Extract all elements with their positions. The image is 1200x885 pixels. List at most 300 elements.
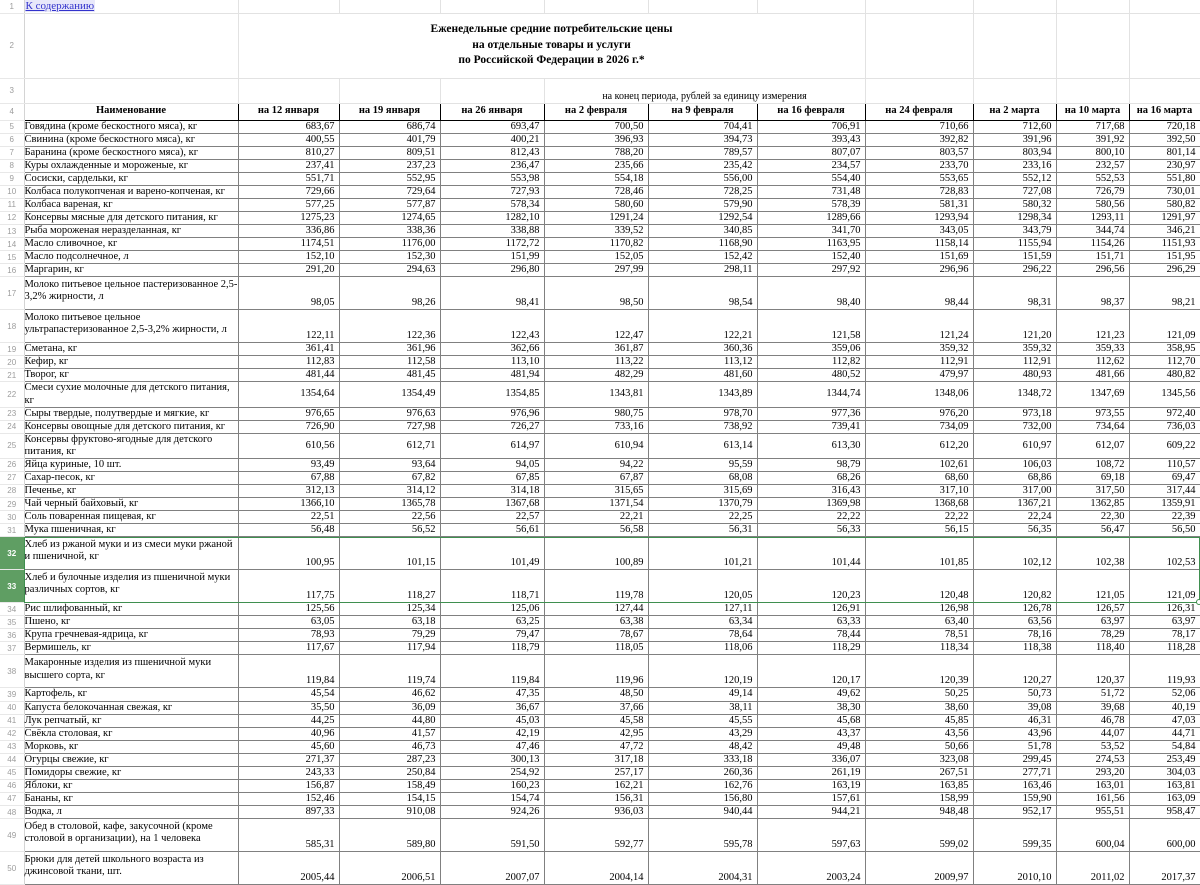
price-cell[interactable]: 315,69 [648, 484, 757, 497]
price-cell[interactable]: 126,91 [757, 603, 865, 616]
price-cell[interactable]: 1289,66 [757, 211, 865, 224]
price-cell[interactable]: 693,47 [440, 120, 544, 133]
price-cell[interactable]: 120,17 [757, 655, 865, 688]
price-cell[interactable]: 952,17 [973, 806, 1056, 819]
product-name-cell[interactable]: Соль поваренная пищевая, кг [24, 511, 238, 524]
price-cell[interactable]: 296,22 [973, 264, 1056, 277]
price-cell[interactable]: 42,95 [544, 727, 648, 740]
column-header-date-3[interactable]: на 26 января [440, 103, 544, 120]
price-cell[interactable]: 152,10 [238, 251, 339, 264]
price-cell[interactable]: 317,18 [544, 753, 648, 766]
price-cell[interactable]: 803,94 [973, 146, 1056, 159]
price-cell[interactable]: 118,38 [973, 642, 1056, 655]
price-cell[interactable]: 158,99 [865, 792, 973, 805]
price-cell[interactable]: 120,39 [865, 655, 973, 688]
price-cell[interactable]: 38,11 [648, 701, 757, 714]
price-cell[interactable]: 236,47 [440, 159, 544, 172]
price-cell[interactable]: 577,25 [238, 198, 339, 211]
row-header-10[interactable]: 10 [0, 185, 24, 198]
price-cell[interactable]: 120,05 [648, 570, 757, 603]
price-cell[interactable]: 118,34 [865, 642, 973, 655]
price-cell[interactable]: 108,72 [1056, 458, 1129, 471]
price-cell[interactable]: 729,66 [238, 185, 339, 198]
price-cell[interactable]: 163,46 [973, 779, 1056, 792]
price-cell[interactable]: 53,52 [1056, 740, 1129, 753]
column-header-date-8[interactable]: на 2 марта [973, 103, 1056, 120]
price-cell[interactable]: 151,69 [865, 251, 973, 264]
price-cell[interactable]: 924,26 [440, 806, 544, 819]
price-cell[interactable]: 730,01 [1129, 185, 1200, 198]
price-cell[interactable]: 98,05 [238, 277, 339, 310]
price-cell[interactable]: 110,57 [1129, 458, 1200, 471]
price-cell[interactable]: 727,93 [440, 185, 544, 198]
price-cell[interactable]: 122,11 [238, 310, 339, 343]
price-cell[interactable]: 95,59 [648, 458, 757, 471]
price-cell[interactable]: 118,27 [339, 570, 440, 603]
price-cell[interactable]: 234,57 [757, 159, 865, 172]
empty-cell[interactable] [865, 78, 973, 103]
price-cell[interactable]: 343,79 [973, 225, 1056, 238]
price-cell[interactable]: 152,46 [238, 792, 339, 805]
price-cell[interactable]: 2011,02 [1056, 852, 1129, 885]
price-cell[interactable]: 976,20 [865, 407, 973, 420]
price-cell[interactable]: 2017,37 [1129, 852, 1200, 885]
row-header-30[interactable]: 30 [0, 511, 24, 524]
price-cell[interactable]: 151,59 [973, 251, 1056, 264]
price-cell[interactable]: 45,58 [544, 714, 648, 727]
price-cell[interactable]: 22,51 [238, 511, 339, 524]
row-header-27[interactable]: 27 [0, 471, 24, 484]
price-cell[interactable]: 22,25 [648, 511, 757, 524]
price-cell[interactable]: 118,05 [544, 642, 648, 655]
price-cell[interactable]: 161,56 [1056, 792, 1129, 805]
empty-cell[interactable] [339, 0, 440, 13]
row-header-5[interactable]: 5 [0, 120, 24, 133]
row-header-16[interactable]: 16 [0, 264, 24, 277]
price-cell[interactable]: 63,97 [1129, 616, 1200, 629]
price-cell[interactable]: 1155,94 [973, 238, 1056, 251]
price-cell[interactable]: 1158,14 [865, 238, 973, 251]
unit-note-cell[interactable] [544, 78, 865, 103]
price-cell[interactable]: 897,33 [238, 806, 339, 819]
price-cell[interactable]: 63,05 [238, 616, 339, 629]
product-name-cell[interactable]: Мука пшеничная, кг [24, 524, 238, 537]
product-name-cell[interactable]: Яйца куриные, 10 шт. [24, 458, 238, 471]
price-cell[interactable]: 44,25 [238, 714, 339, 727]
price-cell[interactable]: 812,43 [440, 146, 544, 159]
price-cell[interactable]: 40,19 [1129, 701, 1200, 714]
price-cell[interactable]: 1347,69 [1056, 382, 1129, 407]
price-cell[interactable]: 726,79 [1056, 185, 1129, 198]
price-cell[interactable]: 49,62 [757, 688, 865, 701]
price-cell[interactable]: 44,80 [339, 714, 440, 727]
price-cell[interactable]: 726,90 [238, 420, 339, 433]
column-header-name[interactable]: Наименование [24, 103, 238, 120]
price-cell[interactable]: 1365,78 [339, 498, 440, 511]
price-cell[interactable]: 63,56 [973, 616, 1056, 629]
price-cell[interactable]: 121,05 [1056, 570, 1129, 603]
price-cell[interactable]: 315,65 [544, 484, 648, 497]
price-cell[interactable]: 1370,79 [648, 498, 757, 511]
row-header-25[interactable]: 25 [0, 433, 24, 458]
price-cell[interactable]: 973,18 [973, 407, 1056, 420]
price-cell[interactable]: 102,53 [1129, 537, 1200, 570]
price-cell[interactable]: 1369,98 [757, 498, 865, 511]
price-cell[interactable]: 271,37 [238, 753, 339, 766]
price-cell[interactable]: 257,17 [544, 766, 648, 779]
row-header-29[interactable]: 29 [0, 498, 24, 511]
price-cell[interactable]: 93,49 [238, 458, 339, 471]
product-name-cell[interactable]: Капуста белокочанная свежая, кг [24, 701, 238, 714]
price-cell[interactable]: 98,41 [440, 277, 544, 310]
product-name-cell[interactable]: Макаронные изделия из пшеничной муки высшего сорта, кг [24, 655, 238, 688]
price-cell[interactable]: 121,58 [757, 310, 865, 343]
price-cell[interactable]: 2004,31 [648, 852, 757, 885]
product-name-cell[interactable]: Свинина (кроме бескостного мяса), кг [24, 133, 238, 146]
price-cell[interactable]: 2010,10 [973, 852, 1056, 885]
product-name-cell[interactable]: Бананы, кг [24, 792, 238, 805]
price-cell[interactable]: 126,98 [865, 603, 973, 616]
price-cell[interactable]: 230,97 [1129, 159, 1200, 172]
price-cell[interactable]: 119,96 [544, 655, 648, 688]
price-cell[interactable]: 610,94 [544, 433, 648, 458]
price-cell[interactable]: 481,45 [339, 369, 440, 382]
price-cell[interactable]: 127,11 [648, 603, 757, 616]
price-cell[interactable]: 554,40 [757, 172, 865, 185]
price-cell[interactable]: 78,29 [1056, 629, 1129, 642]
price-cell[interactable]: 98,79 [757, 458, 865, 471]
price-cell[interactable]: 727,08 [973, 185, 1056, 198]
price-cell[interactable]: 940,44 [648, 806, 757, 819]
price-cell[interactable]: 391,92 [1056, 133, 1129, 146]
price-cell[interactable]: 556,00 [648, 172, 757, 185]
price-cell[interactable]: 47,03 [1129, 714, 1200, 727]
row-header-42[interactable]: 42 [0, 727, 24, 740]
empty-cell[interactable] [1056, 78, 1129, 103]
price-cell[interactable]: 122,43 [440, 310, 544, 343]
price-cell[interactable]: 400,21 [440, 133, 544, 146]
price-cell[interactable]: 936,03 [544, 806, 648, 819]
price-cell[interactable]: 69,47 [1129, 471, 1200, 484]
price-cell[interactable]: 154,15 [339, 792, 440, 805]
column-header-date-6[interactable]: на 16 февраля [757, 103, 865, 120]
price-cell[interactable]: 101,49 [440, 537, 544, 570]
price-cell[interactable]: 63,97 [1056, 616, 1129, 629]
row-header-31[interactable]: 31 [0, 524, 24, 537]
price-cell[interactable]: 112,58 [339, 356, 440, 369]
price-cell[interactable]: 37,66 [544, 701, 648, 714]
price-cell[interactable]: 112,82 [757, 356, 865, 369]
row-header-2[interactable]: 2 [0, 13, 24, 78]
product-name-cell[interactable]: Огурцы свежие, кг [24, 753, 238, 766]
empty-cell[interactable] [1056, 13, 1129, 78]
price-cell[interactable]: 728,83 [865, 185, 973, 198]
price-cell[interactable]: 1367,68 [440, 498, 544, 511]
price-cell[interactable]: 551,80 [1129, 172, 1200, 185]
row-header-23[interactable]: 23 [0, 407, 24, 420]
price-cell[interactable]: 1359,91 [1129, 498, 1200, 511]
price-cell[interactable]: 267,51 [865, 766, 973, 779]
price-cell[interactable]: 400,55 [238, 133, 339, 146]
price-cell[interactable]: 68,60 [865, 471, 973, 484]
price-cell[interactable]: 156,31 [544, 792, 648, 805]
column-header-date-2[interactable]: на 19 января [339, 103, 440, 120]
empty-cell[interactable] [757, 0, 865, 13]
price-cell[interactable]: 362,66 [440, 343, 544, 356]
price-cell[interactable]: 46,78 [1056, 714, 1129, 727]
product-name-cell[interactable]: Рыба мороженая неразделанная, кг [24, 225, 238, 238]
row-header-4[interactable]: 4 [0, 103, 24, 120]
price-cell[interactable]: 274,53 [1056, 753, 1129, 766]
price-cell[interactable]: 112,91 [973, 356, 1056, 369]
price-cell[interactable]: 51,78 [973, 740, 1056, 753]
product-name-cell[interactable]: Кефир, кг [24, 356, 238, 369]
price-cell[interactable]: 580,60 [544, 198, 648, 211]
price-cell[interactable]: 151,95 [1129, 251, 1200, 264]
product-name-cell[interactable]: Баранина (кроме бескостного мяса), кг [24, 146, 238, 159]
price-cell[interactable]: 980,75 [544, 407, 648, 420]
row-header-38[interactable]: 38 [0, 655, 24, 688]
price-cell[interactable]: 972,40 [1129, 407, 1200, 420]
price-cell[interactable]: 482,29 [544, 369, 648, 382]
price-cell[interactable]: 359,32 [865, 343, 973, 356]
row-header-28[interactable]: 28 [0, 484, 24, 497]
price-cell[interactable]: 113,10 [440, 356, 544, 369]
price-cell[interactable]: 580,56 [1056, 198, 1129, 211]
price-cell[interactable]: 22,21 [544, 511, 648, 524]
product-name-cell[interactable]: Колбаса вареная, кг [24, 198, 238, 211]
empty-cell[interactable] [440, 0, 544, 13]
row-header-14[interactable]: 14 [0, 238, 24, 251]
price-cell[interactable]: 1343,89 [648, 382, 757, 407]
row-header-17[interactable]: 17 [0, 277, 24, 310]
price-cell[interactable]: 45,60 [238, 740, 339, 753]
price-cell[interactable]: 976,65 [238, 407, 339, 420]
price-cell[interactable]: 98,21 [1129, 277, 1200, 310]
price-cell[interactable]: 392,82 [865, 133, 973, 146]
price-cell[interactable]: 68,26 [757, 471, 865, 484]
price-cell[interactable]: 944,21 [757, 806, 865, 819]
product-name-cell[interactable]: Обед в столовой, кафе, закусочной (кроме столовой в организации), на 1 человека [24, 819, 238, 852]
price-cell[interactable]: 237,23 [339, 159, 440, 172]
price-cell[interactable]: 1298,34 [973, 211, 1056, 224]
price-cell[interactable]: 63,18 [339, 616, 440, 629]
price-cell[interactable]: 734,09 [865, 420, 973, 433]
price-cell[interactable]: 112,62 [1056, 356, 1129, 369]
price-cell[interactable]: 554,18 [544, 172, 648, 185]
price-cell[interactable]: 122,47 [544, 310, 648, 343]
row-header-34[interactable]: 34 [0, 603, 24, 616]
price-cell[interactable]: 22,22 [757, 511, 865, 524]
price-cell[interactable]: 340,85 [648, 225, 757, 238]
price-cell[interactable]: 394,73 [648, 133, 757, 146]
price-cell[interactable]: 1292,54 [648, 211, 757, 224]
price-cell[interactable]: 125,06 [440, 603, 544, 616]
price-cell[interactable]: 243,33 [238, 766, 339, 779]
price-cell[interactable]: 98,40 [757, 277, 865, 310]
price-cell[interactable]: 78,93 [238, 629, 339, 642]
price-cell[interactable]: 955,51 [1056, 806, 1129, 819]
price-cell[interactable]: 1176,00 [339, 238, 440, 251]
price-cell[interactable]: 977,36 [757, 407, 865, 420]
price-cell[interactable]: 56,52 [339, 524, 440, 537]
price-cell[interactable]: 117,67 [238, 642, 339, 655]
price-cell[interactable]: 94,05 [440, 458, 544, 471]
price-cell[interactable]: 78,16 [973, 629, 1056, 642]
price-cell[interactable]: 45,55 [648, 714, 757, 727]
price-cell[interactable]: 163,09 [1129, 792, 1200, 805]
price-cell[interactable]: 127,44 [544, 603, 648, 616]
price-cell[interactable]: 122,36 [339, 310, 440, 343]
price-cell[interactable]: 43,56 [865, 727, 973, 740]
product-name-cell[interactable]: Смеси сухие молочные для детского питания, кг [24, 382, 238, 407]
price-cell[interactable]: 50,66 [865, 740, 973, 753]
product-name-cell[interactable]: Молоко питьевое цельное ультрапастеризованное 2,5-3,2% жирности, л [24, 310, 238, 343]
price-cell[interactable]: 94,22 [544, 458, 648, 471]
price-cell[interactable]: 22,39 [1129, 511, 1200, 524]
price-cell[interactable]: 297,92 [757, 264, 865, 277]
product-name-cell[interactable]: Рис шлифованный, кг [24, 603, 238, 616]
price-cell[interactable]: 112,91 [865, 356, 973, 369]
price-cell[interactable]: 39,08 [973, 701, 1056, 714]
price-cell[interactable]: 42,19 [440, 727, 544, 740]
price-cell[interactable]: 612,20 [865, 433, 973, 458]
price-cell[interactable]: 726,27 [440, 420, 544, 433]
price-cell[interactable]: 56,33 [757, 524, 865, 537]
price-cell[interactable]: 300,13 [440, 753, 544, 766]
price-cell[interactable]: 125,34 [339, 603, 440, 616]
price-cell[interactable]: 481,66 [1056, 369, 1129, 382]
row-header-18[interactable]: 18 [0, 310, 24, 343]
price-cell[interactable]: 1170,82 [544, 238, 648, 251]
product-name-cell[interactable]: Сметана, кг [24, 343, 238, 356]
price-cell[interactable]: 106,03 [973, 458, 1056, 471]
price-cell[interactable]: 233,70 [865, 159, 973, 172]
price-cell[interactable]: 359,32 [973, 343, 1056, 356]
row-header-40[interactable]: 40 [0, 701, 24, 714]
price-cell[interactable]: 610,97 [973, 433, 1056, 458]
product-name-cell[interactable]: Яблоки, кг [24, 779, 238, 792]
product-name-cell[interactable]: Куры охлажденные и мороженые, кг [24, 159, 238, 172]
product-name-cell[interactable]: Хлеб из ржаной муки и из смеси муки ржаной и пшеничной, кг [24, 537, 238, 570]
price-cell[interactable]: 317,50 [1056, 484, 1129, 497]
product-name-cell[interactable]: Свёкла столовая, кг [24, 727, 238, 740]
price-cell[interactable]: 43,96 [973, 727, 1056, 740]
price-cell[interactable]: 121,20 [973, 310, 1056, 343]
price-cell[interactable]: 63,38 [544, 616, 648, 629]
price-cell[interactable]: 581,31 [865, 198, 973, 211]
row-header-19[interactable]: 19 [0, 343, 24, 356]
price-cell[interactable]: 122,21 [648, 310, 757, 343]
row-header-20[interactable]: 20 [0, 356, 24, 369]
empty-cell[interactable] [1129, 78, 1200, 103]
column-header-date-4[interactable]: на 2 февраля [544, 103, 648, 120]
price-cell[interactable]: 126,78 [973, 603, 1056, 616]
price-cell[interactable]: 235,66 [544, 159, 648, 172]
price-cell[interactable]: 121,09 [1129, 310, 1200, 343]
price-cell[interactable]: 706,91 [757, 120, 865, 133]
price-cell[interactable]: 551,71 [238, 172, 339, 185]
price-cell[interactable]: 1293,11 [1056, 211, 1129, 224]
price-cell[interactable]: 392,50 [1129, 133, 1200, 146]
price-cell[interactable]: 339,52 [544, 225, 648, 238]
price-cell[interactable]: 294,63 [339, 264, 440, 277]
price-cell[interactable]: 98,50 [544, 277, 648, 310]
price-cell[interactable]: 612,71 [339, 433, 440, 458]
price-cell[interactable]: 595,78 [648, 819, 757, 852]
price-cell[interactable]: 1348,06 [865, 382, 973, 407]
empty-cell[interactable] [238, 78, 339, 103]
price-cell[interactable]: 47,35 [440, 688, 544, 701]
price-cell[interactable]: 585,31 [238, 819, 339, 852]
price-cell[interactable]: 592,77 [544, 819, 648, 852]
price-cell[interactable]: 56,50 [1129, 524, 1200, 537]
price-cell[interactable]: 733,16 [544, 420, 648, 433]
price-cell[interactable]: 316,43 [757, 484, 865, 497]
product-name-cell[interactable]: Пшено, кг [24, 616, 238, 629]
product-name-cell[interactable]: Консервы фруктово-ягодные для детского питания, кг [24, 433, 238, 458]
price-cell[interactable]: 948,48 [865, 806, 973, 819]
price-cell[interactable]: 1172,72 [440, 238, 544, 251]
product-name-cell[interactable]: Вермишель, кг [24, 642, 238, 655]
price-cell[interactable]: 79,47 [440, 629, 544, 642]
price-cell[interactable]: 51,72 [1056, 688, 1129, 701]
price-cell[interactable]: 45,85 [865, 714, 973, 727]
price-cell[interactable]: 101,15 [339, 537, 440, 570]
price-cell[interactable]: 728,46 [544, 185, 648, 198]
price-cell[interactable]: 358,95 [1129, 343, 1200, 356]
price-cell[interactable]: 728,25 [648, 185, 757, 198]
price-cell[interactable]: 683,67 [238, 120, 339, 133]
row-header-6[interactable]: 6 [0, 133, 24, 146]
price-cell[interactable]: 113,12 [648, 356, 757, 369]
price-cell[interactable]: 1151,93 [1129, 238, 1200, 251]
price-cell[interactable]: 78,17 [1129, 629, 1200, 642]
row-header-3[interactable]: 3 [0, 78, 24, 103]
price-cell[interactable]: 22,22 [865, 511, 973, 524]
price-cell[interactable]: 480,93 [973, 369, 1056, 382]
price-cell[interactable]: 480,82 [1129, 369, 1200, 382]
price-cell[interactable]: 789,57 [648, 146, 757, 159]
price-cell[interactable]: 152,05 [544, 251, 648, 264]
price-cell[interactable]: 481,94 [440, 369, 544, 382]
price-cell[interactable]: 578,34 [440, 198, 544, 211]
price-cell[interactable]: 801,14 [1129, 146, 1200, 159]
price-cell[interactable]: 287,23 [339, 753, 440, 766]
price-cell[interactable]: 1344,74 [757, 382, 865, 407]
price-cell[interactable]: 120,19 [648, 655, 757, 688]
price-cell[interactable]: 314,18 [440, 484, 544, 497]
price-cell[interactable]: 162,76 [648, 779, 757, 792]
price-cell[interactable]: 296,96 [865, 264, 973, 277]
empty-cell[interactable] [865, 0, 973, 13]
empty-cell[interactable] [648, 0, 757, 13]
price-cell[interactable]: 154,74 [440, 792, 544, 805]
price-cell[interactable]: 50,73 [973, 688, 1056, 701]
empty-cell[interactable] [973, 13, 1056, 78]
price-cell[interactable]: 599,35 [973, 819, 1056, 852]
price-cell[interactable]: 580,82 [1129, 198, 1200, 211]
price-cell[interactable]: 978,70 [648, 407, 757, 420]
price-cell[interactable]: 552,53 [1056, 172, 1129, 185]
price-cell[interactable]: 121,23 [1056, 310, 1129, 343]
price-cell[interactable]: 2005,44 [238, 852, 339, 885]
price-cell[interactable]: 44,07 [1056, 727, 1129, 740]
column-header-date-10[interactable]: на 16 марта [1129, 103, 1200, 120]
price-cell[interactable]: 46,31 [973, 714, 1056, 727]
price-cell[interactable]: 1275,23 [238, 211, 339, 224]
price-cell[interactable]: 78,67 [544, 629, 648, 642]
